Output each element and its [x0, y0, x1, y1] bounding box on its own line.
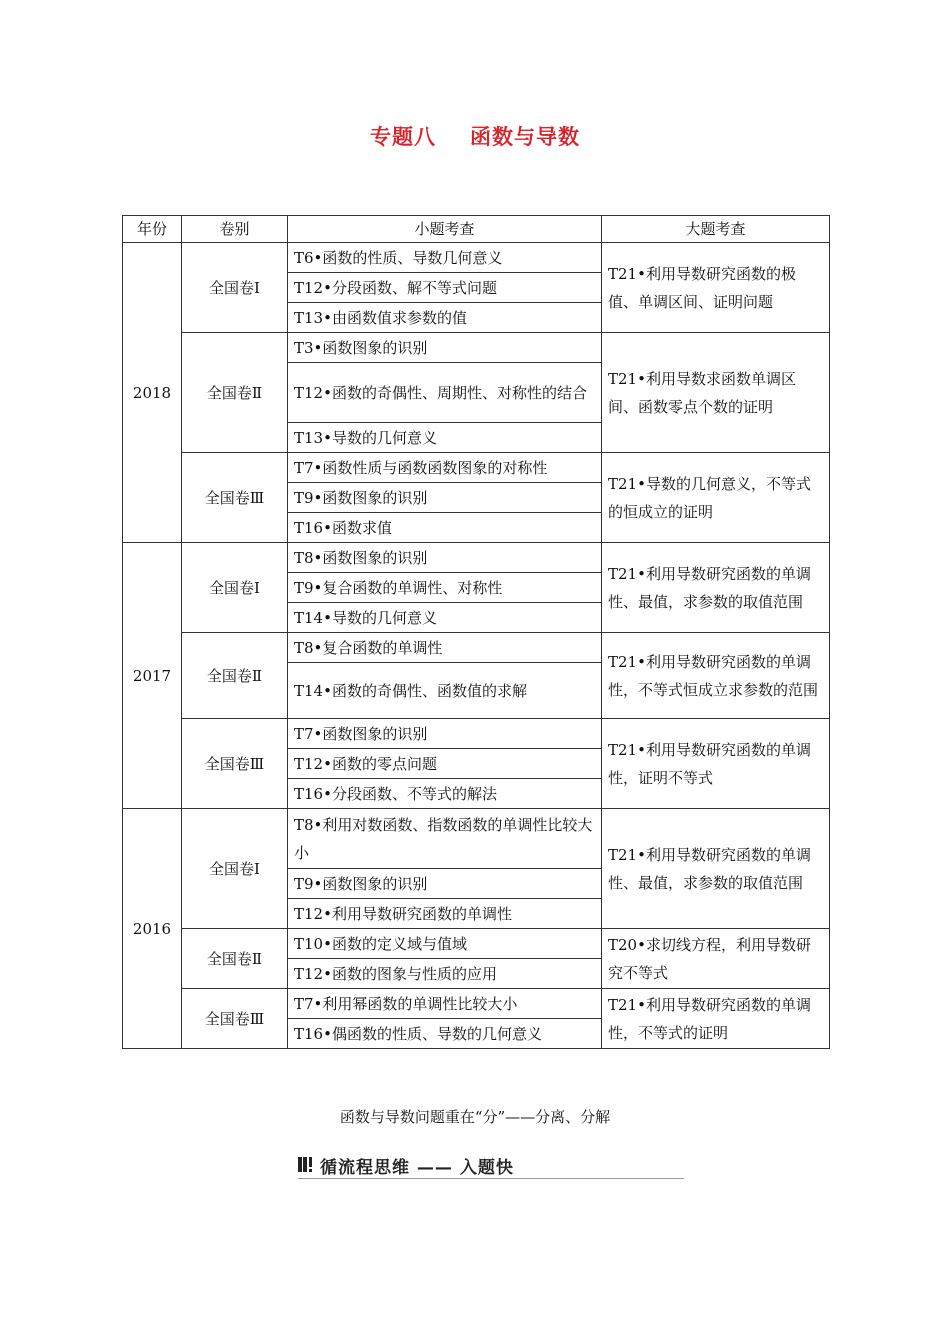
paper-cell: 全国卷Ⅱ — [182, 929, 288, 989]
small-question-cell: T13•由函数值求参数的值 — [288, 303, 602, 333]
section-banner — [298, 1153, 684, 1179]
header-paper: 卷别 — [182, 216, 288, 243]
paper-cell: 全国卷Ⅲ — [182, 453, 288, 543]
small-question-cell: T9•函数图象的识别 — [288, 483, 602, 513]
small-question-cell: T16•函数求值 — [288, 513, 602, 543]
paper-cell: 全国卷Ⅱ — [182, 333, 288, 453]
big-question-cell: T21•利用导数研究函数的单调性，不等式恒成立求参数的范围 — [602, 633, 830, 719]
table-row — [123, 809, 830, 869]
paper-cell: 全国卷Ⅰ — [182, 809, 288, 929]
table-row — [123, 719, 830, 749]
header-big: 大题考查 — [602, 216, 830, 243]
paper-cell: 全国卷Ⅰ — [182, 543, 288, 633]
small-question-cell: T9•复合函数的单调性、对称性 — [288, 573, 602, 603]
table-row — [123, 453, 830, 483]
title-part2: 函数与导数 — [470, 125, 580, 149]
big-question-cell: T21•利用导数研究函数的单调性、最值，求参数的取值范围 — [602, 543, 830, 633]
bar-blocks-icon — [298, 1157, 314, 1172]
small-question-cell: T12•分段函数、解不等式问题 — [288, 273, 602, 303]
small-question-cell: T9•函数图象的识别 — [288, 869, 602, 899]
banner-underline — [298, 1178, 684, 1179]
big-question-cell: T21•利用导数研究函数的单调性，不等式的证明 — [602, 989, 830, 1049]
small-question-cell: T16•分段函数、不等式的解法 — [288, 779, 602, 809]
small-question-cell: T14•导数的几何意义 — [288, 603, 602, 633]
year-cell: 2016 — [123, 809, 182, 1049]
small-question-cell: T10•函数的定义域与值域 — [288, 929, 602, 959]
big-question-cell: T21•利用导数研究函数的单调性、最值，求参数的取值范围 — [602, 809, 830, 929]
big-question-cell: T20•求切线方程，利用导数研究不等式 — [602, 929, 830, 989]
banner-text: 循流程思维 —— 入题快 — [320, 1158, 514, 1178]
paper-cell: 全国卷Ⅲ — [182, 719, 288, 809]
table-row — [123, 333, 830, 363]
table-row — [123, 543, 830, 573]
small-question-cell: T3•函数图象的识别 — [288, 333, 602, 363]
paper-cell: 全国卷Ⅲ — [182, 989, 288, 1049]
year-cell: 2018 — [123, 243, 182, 543]
paper-cell: 全国卷Ⅱ — [182, 633, 288, 719]
page-title — [0, 121, 950, 151]
year-cell: 2017 — [123, 543, 182, 809]
small-question-cell: T7•函数性质与函数函数图象的对称性 — [288, 453, 602, 483]
small-question-cell: T13•导数的几何意义 — [288, 423, 602, 453]
paper-cell: 全国卷Ⅰ — [182, 243, 288, 333]
table-row — [123, 989, 830, 1019]
title-part1: 专题八 — [370, 125, 436, 149]
big-question-cell: T21•利用导数求函数单调区间、函数零点个数的证明 — [602, 333, 830, 453]
big-question-cell: T21•利用导数研究函数的极值、单调区间、证明问题 — [602, 243, 830, 333]
table-row — [123, 633, 830, 663]
table-row — [123, 243, 830, 273]
small-question-cell: T12•函数的图象与性质的应用 — [288, 959, 602, 989]
small-question-cell: T8•函数图象的识别 — [288, 543, 602, 573]
small-question-cell: T7•函数图象的识别 — [288, 719, 602, 749]
small-question-cell: T8•复合函数的单调性 — [288, 633, 602, 663]
small-question-cell: T16•偶函数的性质、导数的几何意义 — [288, 1019, 602, 1049]
header-small: 小题考查 — [288, 216, 602, 243]
header-year: 年份 — [123, 216, 182, 243]
table-body — [123, 243, 830, 1049]
big-question-cell: T21•导数的几何意义，不等式的恒成立的证明 — [602, 453, 830, 543]
small-question-cell: T12•利用导数研究函数的单调性 — [288, 899, 602, 929]
small-question-cell: T8•利用对数函数、指数函数的单调性比较大小 — [288, 809, 602, 869]
small-question-cell: T14•函数的奇偶性、函数值的求解 — [288, 663, 602, 719]
small-question-cell: T12•函数的奇偶性、周期性、对称性的结合 — [288, 363, 602, 423]
exam-analysis-table — [122, 215, 830, 1049]
small-question-cell: T7•利用幂函数的单调性比较大小 — [288, 989, 602, 1019]
small-question-cell: T6•函数的性质、导数几何意义 — [288, 243, 602, 273]
table-header-row — [123, 216, 830, 243]
section-subtitle: 函数与导数问题重在“分”——分离、分解 — [339, 1108, 611, 1126]
big-question-cell: T21•利用导数研究函数的单调性，证明不等式 — [602, 719, 830, 809]
table-row — [123, 929, 830, 959]
small-question-cell: T12•函数的零点问题 — [288, 749, 602, 779]
